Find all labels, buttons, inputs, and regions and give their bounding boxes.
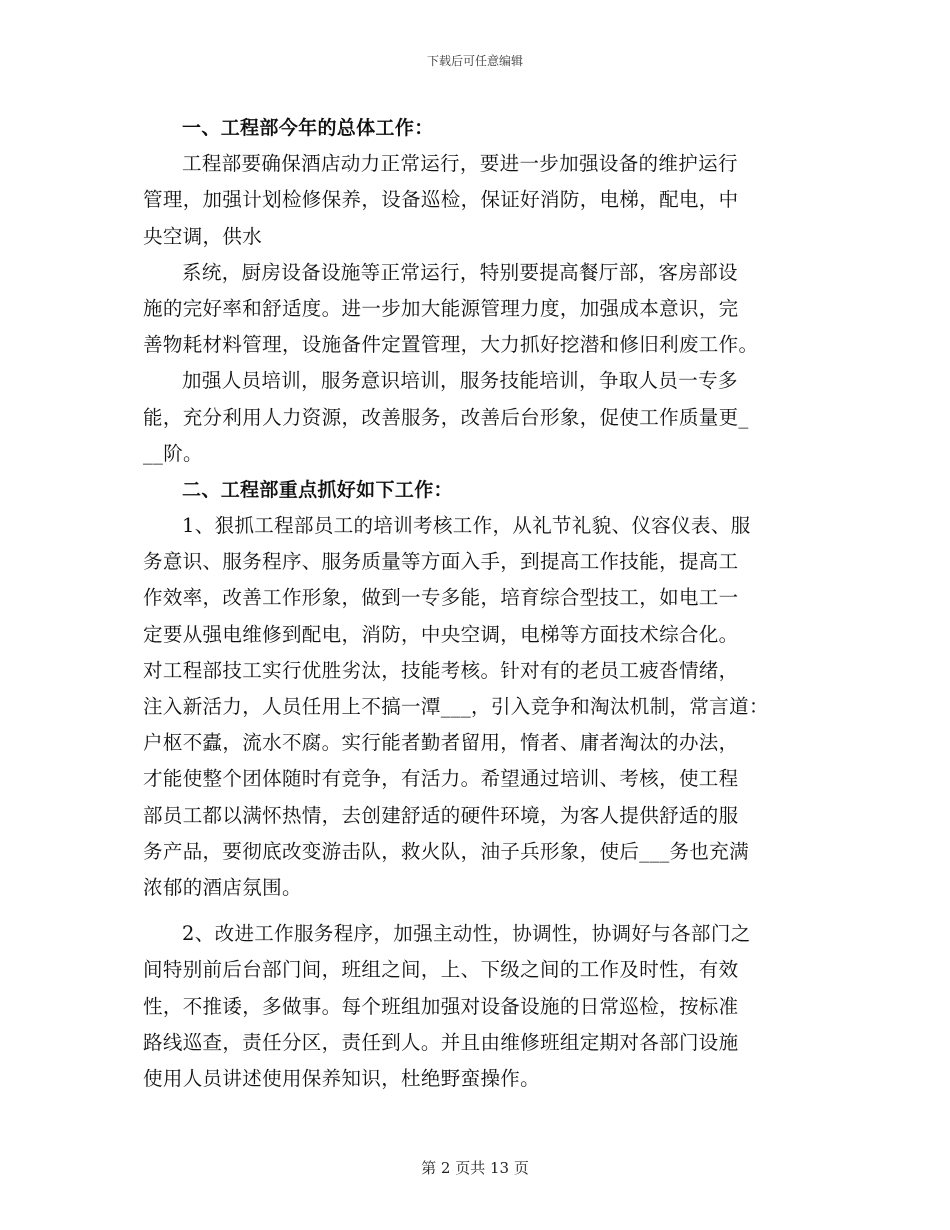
paragraph-line: 间特别前后台部门间，班组之间，上、下级之间的工作及时性，有效 [143, 958, 739, 982]
section-heading-2: 二、工程部重点抓好如下工作： [182, 478, 453, 501]
paragraph-line: 作效率，改善工作形象，做到一专多能，培育综合型技工，如电工一 [143, 586, 739, 610]
paragraph-line: 部员工都以满怀热情，去创建舒适的硬件环境，为客人提供舒适的服 [143, 803, 739, 827]
paragraph-line: 管理，加强计划检修保养，设备巡检，保证好消防，电梯，配电，中 [143, 188, 739, 212]
paragraph-line: 务产品，要彻底改变游击队，救火队，油子兵形象，使后___务也充满 [143, 839, 749, 863]
paragraph-line: 使用人员讲述使用保养知识，杜绝野蛮操作。 [143, 1066, 541, 1090]
paragraph-line: 央空调，供水 [143, 224, 263, 248]
page-number-footer: 第 2 页共 13 页 [421, 1159, 529, 1177]
paragraph-line: 工程部要确保酒店动力正常运行，要进一步加强设备的维护运行 [182, 152, 738, 176]
paragraph-line: 才能使整个团体随时有竞争，有活力。希望通过培训、考核，使工程 [143, 767, 739, 791]
paragraph-line: 系统，厨房设备设施等正常运行，特别要提高餐厅部，客房部设 [182, 260, 738, 284]
paragraph-line: 户枢不蠹，流水不腐。实行能者勤者留用，惰者、庸者淘汰的办法， [143, 731, 739, 755]
paragraph-line: 能，充分利用人力资源，改善服务，改善后台形象，促使工作质量更_ [143, 405, 749, 429]
paragraph-line: 浓郁的酒店氛围。 [143, 875, 302, 899]
paragraph-line: 定要从强电维修到配电，消防，中央空调，电梯等方面技术综合化。 [143, 622, 739, 646]
paragraph-line: 注入新活力，人员任用上不搞一潭___，引入竞争和淘汰机制，常言道： [143, 695, 769, 718]
paragraph-line: __阶。 [143, 441, 203, 465]
paragraph-gap [143, 906, 813, 916]
paragraph-line: 善物耗材料管理，设施备件定置管理，大力抓好挖潜和修旧利废工作。 [143, 333, 759, 357]
header-note: 下载后可任意编辑 [426, 54, 523, 68]
paragraph-line: 加强人员培训，服务意识培训，服务技能培训，争取人员一专多 [182, 369, 738, 393]
document-body [143, 110, 813, 1097]
paragraph-line: 务意识、服务程序、服务质量等方面入手，到提高工作技能，提高工 [143, 550, 739, 574]
paragraph-line: 2、改进工作服务程序，加强主动性，协调性，协调好与各部门之 [182, 922, 751, 946]
paragraph-line: 施的完好率和舒适度。进一步加大能源管理力度，加强成本意识，完 [143, 296, 739, 320]
paragraph-line: 对工程部技工实行优胜劣汰，技能考核。针对有的老员工疲沓情绪， [143, 658, 739, 682]
paragraph-line: 性，不推诿，多做事。每个班组加强对设备设施的日常巡检，按标准 [143, 994, 739, 1018]
section-heading-1: 一、工程部今年的总体工作： [182, 117, 434, 139]
paragraph-line: 路线巡查，责任分区，责任到人。并且由维修班组定期对各部门设施 [143, 1030, 739, 1054]
paragraph-line: 1、狠抓工程部员工的培训考核工作，从礼节礼貌、仪容仪表、服 [182, 514, 751, 538]
